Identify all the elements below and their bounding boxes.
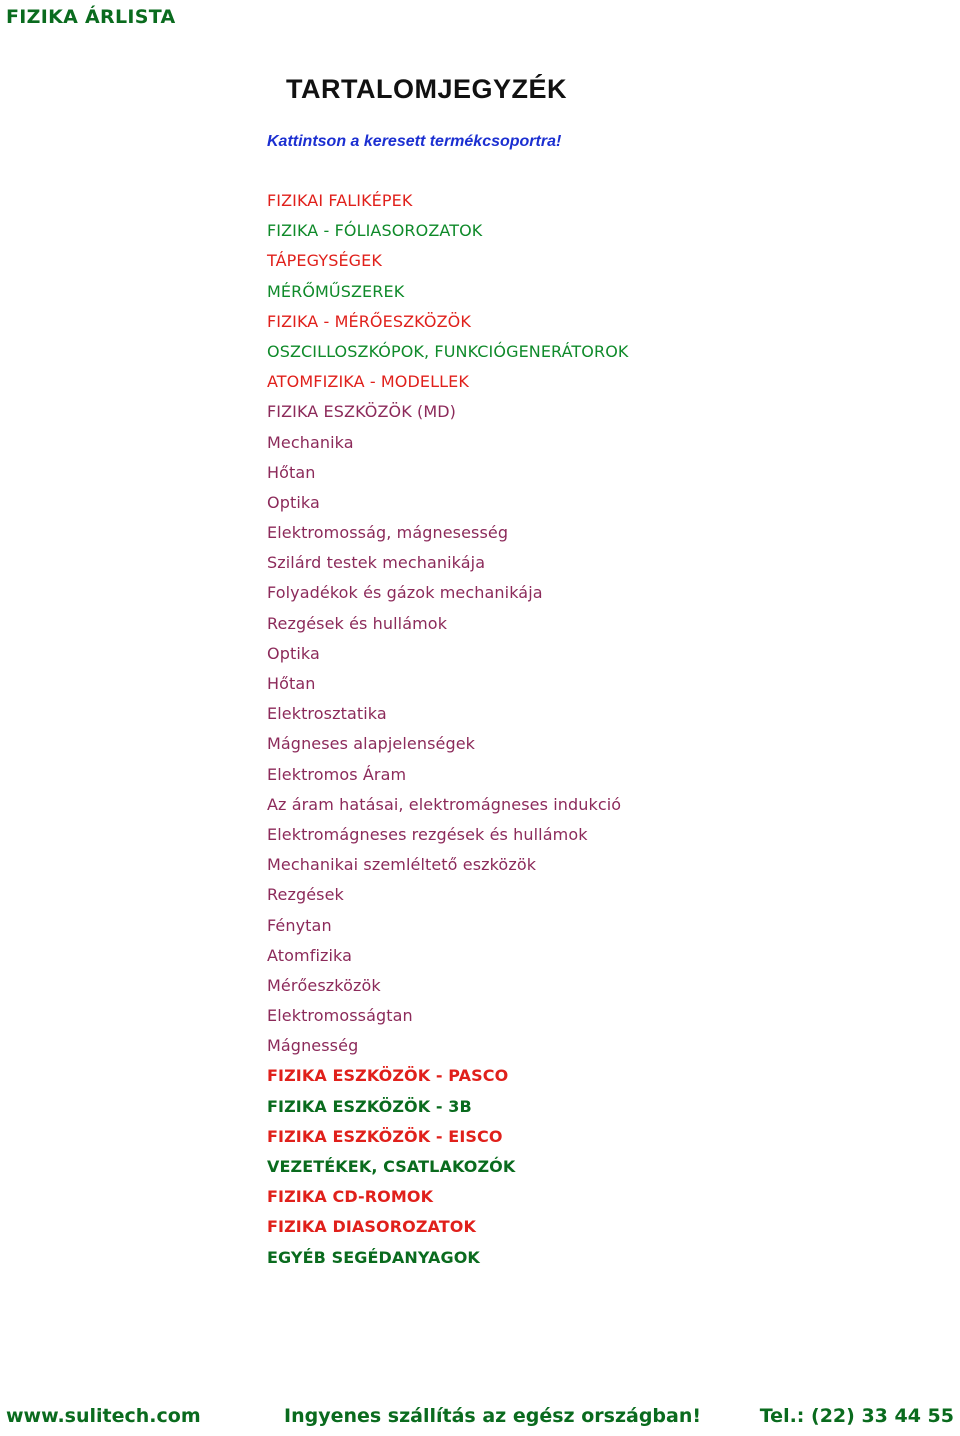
toc-link-item[interactable]: Optika — [267, 492, 320, 512]
toc-link-item[interactable]: VEZETÉKEK, CSATLAKOZÓK — [267, 1157, 516, 1176]
toc-link-item[interactable]: FIZIKA - MÉRŐESZKÖZÖK — [267, 311, 471, 331]
footer-website[interactable]: www.sulitech.com — [6, 1405, 201, 1427]
toc-link-item[interactable]: Elektrosztatika — [267, 704, 387, 724]
toc-link-item[interactable]: Elektromosságtan — [267, 1006, 413, 1026]
toc-link-item[interactable]: Hőtan — [267, 674, 316, 693]
toc-link-item[interactable]: Elektromosság, mágnesesség — [267, 523, 509, 543]
toc-link-item[interactable]: TÁPEGYSÉGEK — [267, 251, 382, 271]
toc-link-item[interactable]: FIZIKA DIASOROZATOK — [267, 1217, 477, 1237]
toc-link-item[interactable]: Mechanikai szemléltető eszközök — [267, 855, 537, 875]
toc-link-item[interactable]: FIZIKA ESZKÖZÖK - EISCO — [267, 1126, 503, 1146]
header-title: FIZIKA ÁRLISTA — [6, 6, 176, 28]
toc-link-item[interactable]: Az áram hatásai, elektromágneses indukció — [267, 794, 622, 814]
toc-link-item[interactable]: Fénytan — [267, 915, 332, 935]
toc-link-item[interactable]: MÉRŐMŰSZEREK — [267, 281, 405, 301]
toc-title: TARTALOMJEGYZÉK — [286, 74, 567, 104]
toc-link-item[interactable]: Optika — [267, 643, 320, 663]
toc-link-item[interactable]: FIZIKAI FALIKÉPEK — [267, 191, 413, 210]
toc-list — [267, 186, 629, 1273]
toc-link-item[interactable]: Mágneses alapjelenségek — [267, 734, 476, 754]
toc-link-item[interactable]: Szilárd testek mechanikája — [267, 553, 486, 573]
toc-link-item[interactable]: Hőtan — [267, 462, 316, 482]
toc-link-item[interactable]: Elektromos Áram — [267, 764, 407, 784]
toc-link-item[interactable]: FIZIKA ESZKÖZÖK - PASCO — [267, 1066, 509, 1086]
toc-link-item[interactable]: Mágnesség — [267, 1036, 359, 1056]
toc-link-item[interactable]: FIZIKA ESZKÖZÖK (MD) — [267, 402, 457, 422]
toc-link-item[interactable]: Mechanika — [267, 432, 354, 452]
footer-phone: Tel.: (22) 33 44 55 — [759, 1405, 954, 1427]
toc-link-item[interactable]: Rezgések — [267, 885, 344, 905]
toc-instruction: Kattintson a keresett termékcsoportra! — [267, 133, 562, 150]
footer-shipping-note: Ingyenes szállítás az egész országban! — [284, 1405, 702, 1427]
toc-link-item[interactable]: FIZIKA ESZKÖZÖK - 3B — [267, 1096, 472, 1116]
toc-link-item[interactable]: FIZIKA - FÓLIASOROZATOK — [267, 221, 483, 241]
toc-link-item[interactable]: ATOMFIZIKA - MODELLEK — [267, 372, 469, 392]
toc-link-item[interactable]: EGYÉB SEGÉDANYAGOK — [267, 1247, 480, 1267]
toc-link-item[interactable]: Elektromágneses rezgések és hullámok — [267, 824, 588, 844]
toc-link-item[interactable]: Rezgések és hullámok — [267, 613, 448, 633]
toc-link-item[interactable]: Folyadékok és gázok mechanikája — [267, 583, 543, 603]
toc-link-item[interactable]: FIZIKA CD-ROMOK — [267, 1187, 434, 1207]
toc-link-item[interactable]: Mérőeszközök — [267, 975, 381, 995]
toc-link-item[interactable]: OSZCILLOSZKÓPOK, FUNKCIÓGENERÁTOROK — [267, 341, 629, 361]
toc-link-item[interactable]: Atomfizika — [267, 945, 353, 965]
